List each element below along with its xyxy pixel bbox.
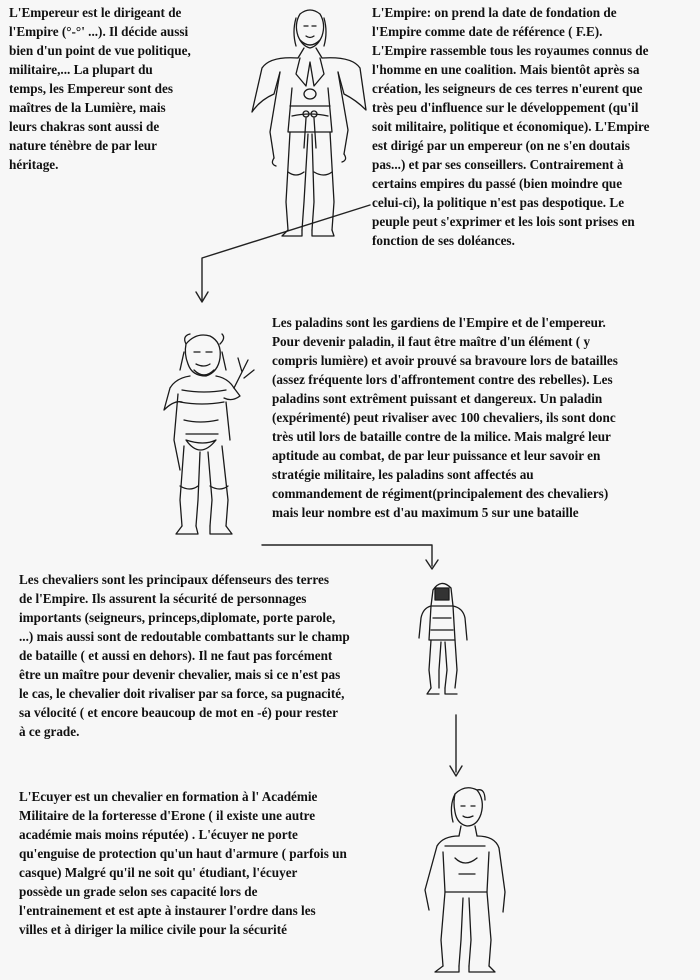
text-line: très util lors de bataille contre de la milice. Mais malgré leur: [272, 429, 611, 444]
text-line: l'Empire (°-°' ...). Il décide aussi: [9, 24, 189, 39]
text-line: l'Empire comme date de référence ( F.E).: [372, 24, 603, 39]
text-line: (expérimenté) peut rivaliser avec 100 chevaliers, ils sont donc: [272, 410, 616, 425]
text-line: maîtres de la Lumière, mais: [9, 100, 166, 115]
text-line: pas...) et par ses conseillers. Contrairement à: [372, 157, 624, 172]
text-line: compris lumière) et avoir prouvé sa bravoure lors de batailles: [272, 353, 618, 368]
text-line: création, les seigneurs de ces terres n'eurent que: [372, 81, 643, 96]
text-line: casque) Malgré qu'il ne soit qu' étudiant, l'écuyer: [19, 865, 298, 880]
text-line: celui-ci), la politique n'est pas despotique. Le: [372, 195, 625, 210]
text-line: L'Empereur est le dirigeant de: [9, 5, 182, 20]
text-line: (assez fréquente lors d'affrontement contre des rebelles). Les: [272, 372, 613, 387]
arrow-knight-to-squire: [450, 715, 462, 776]
squire-drawing: [415, 782, 515, 978]
text-line: nature ténèbre de par leur: [9, 138, 157, 153]
text-line: L'Ecuyer est un chevalier en formation à l' Académie: [19, 789, 318, 804]
text-line: être un maître pour devenir chevalier, mais si ce n'est pas: [19, 667, 341, 682]
text-line: Pour devenir paladin, il faut être maître d'un élément ( y: [272, 334, 591, 349]
text-line: certains empires du passé (bien moindre que: [372, 176, 623, 191]
text-line: commandement de régiment(principalement des chevaliers): [272, 486, 609, 501]
text-line: soit militaire, politique et économique). L'Empire: [372, 119, 650, 134]
text-line: L'Empire rassemble tous les royaumes connus de: [372, 43, 649, 58]
text-line: de bataille ( et aussi en dehors). Il ne faut pas forcément: [19, 648, 333, 663]
text-line: leurs chakras sont aussi de: [9, 119, 160, 134]
text-line: héritage.: [9, 157, 59, 172]
text-line: stratégie militaire, les paladins sont affectés au: [272, 467, 534, 482]
text-line: est dirigé par un empereur (on ne s'en doutais: [372, 138, 630, 153]
emperor-drawing: [248, 2, 368, 242]
text-line: fonction de ses doléances.: [372, 233, 515, 248]
text-line: aptitude au combat, de par leur puissance et leur savoir en: [272, 448, 601, 463]
text-line: l'homme en une coalition. Mais bientôt après sa: [372, 62, 640, 77]
arrow-paladin-to-knight: [262, 545, 438, 569]
text-line: Les chevaliers sont les principaux défenseurs des terres: [19, 572, 330, 587]
knight-drawing: [415, 578, 471, 698]
text-line: à ce grade.: [19, 724, 80, 739]
text-line: mais leur nombre est d'au maximum 5 sur une bataille: [272, 505, 579, 520]
text-line: Les paladins sont les gardiens de l'Empire et de l'empereur.: [272, 315, 606, 330]
text-line: Militaire de la forteresse d'Erone ( il existe une autre: [19, 808, 316, 823]
text-line: villes et à diriger la milice civile pour la sécurité: [19, 922, 287, 937]
paladin-drawing: [160, 330, 260, 540]
text-line: peuple peut s'exprimer et les lois sont prises en: [372, 214, 635, 229]
text-line: bien d'un point de vue politique,: [9, 43, 191, 58]
text-line: ...) mais aussi sont de redoutable combattants sur le champ: [19, 629, 350, 644]
text-line: importants (seigneurs, princeps,diplomate, porte parole,: [19, 610, 336, 625]
text-line: sa vélocité ( et encore beaucoup de mot en -é) pour rester: [19, 705, 338, 720]
text-line: paladins sont extrêment puissant et dangereux. Un paladin: [272, 391, 603, 406]
text-line: possède un grade selon ses capacité lors de: [19, 884, 258, 899]
text-line: temps, les Empereur sont des: [9, 81, 173, 96]
text-line: très peu d'influence sur le développement (qu'il: [372, 100, 639, 115]
text-line: qu'enguise de protection qu'un haut d'armure ( parfois un: [19, 846, 347, 861]
knight-visor: [435, 588, 449, 600]
text-line: L'Empire: on prend la date de fondation de: [372, 5, 617, 20]
text-line: de l'Empire. Ils assurent la sécurité de personnages: [19, 591, 307, 606]
text-line: l'entrainement et est apte à instaurer l'ordre dans les: [19, 903, 316, 918]
text-line: militaire,... La plupart du: [9, 62, 153, 77]
text-line: le cas, le chevalier doit rivaliser par sa force, sa pugnacité,: [19, 686, 345, 701]
text-line: académie mais moins réputée) . L'écuyer ne porte: [19, 827, 298, 842]
